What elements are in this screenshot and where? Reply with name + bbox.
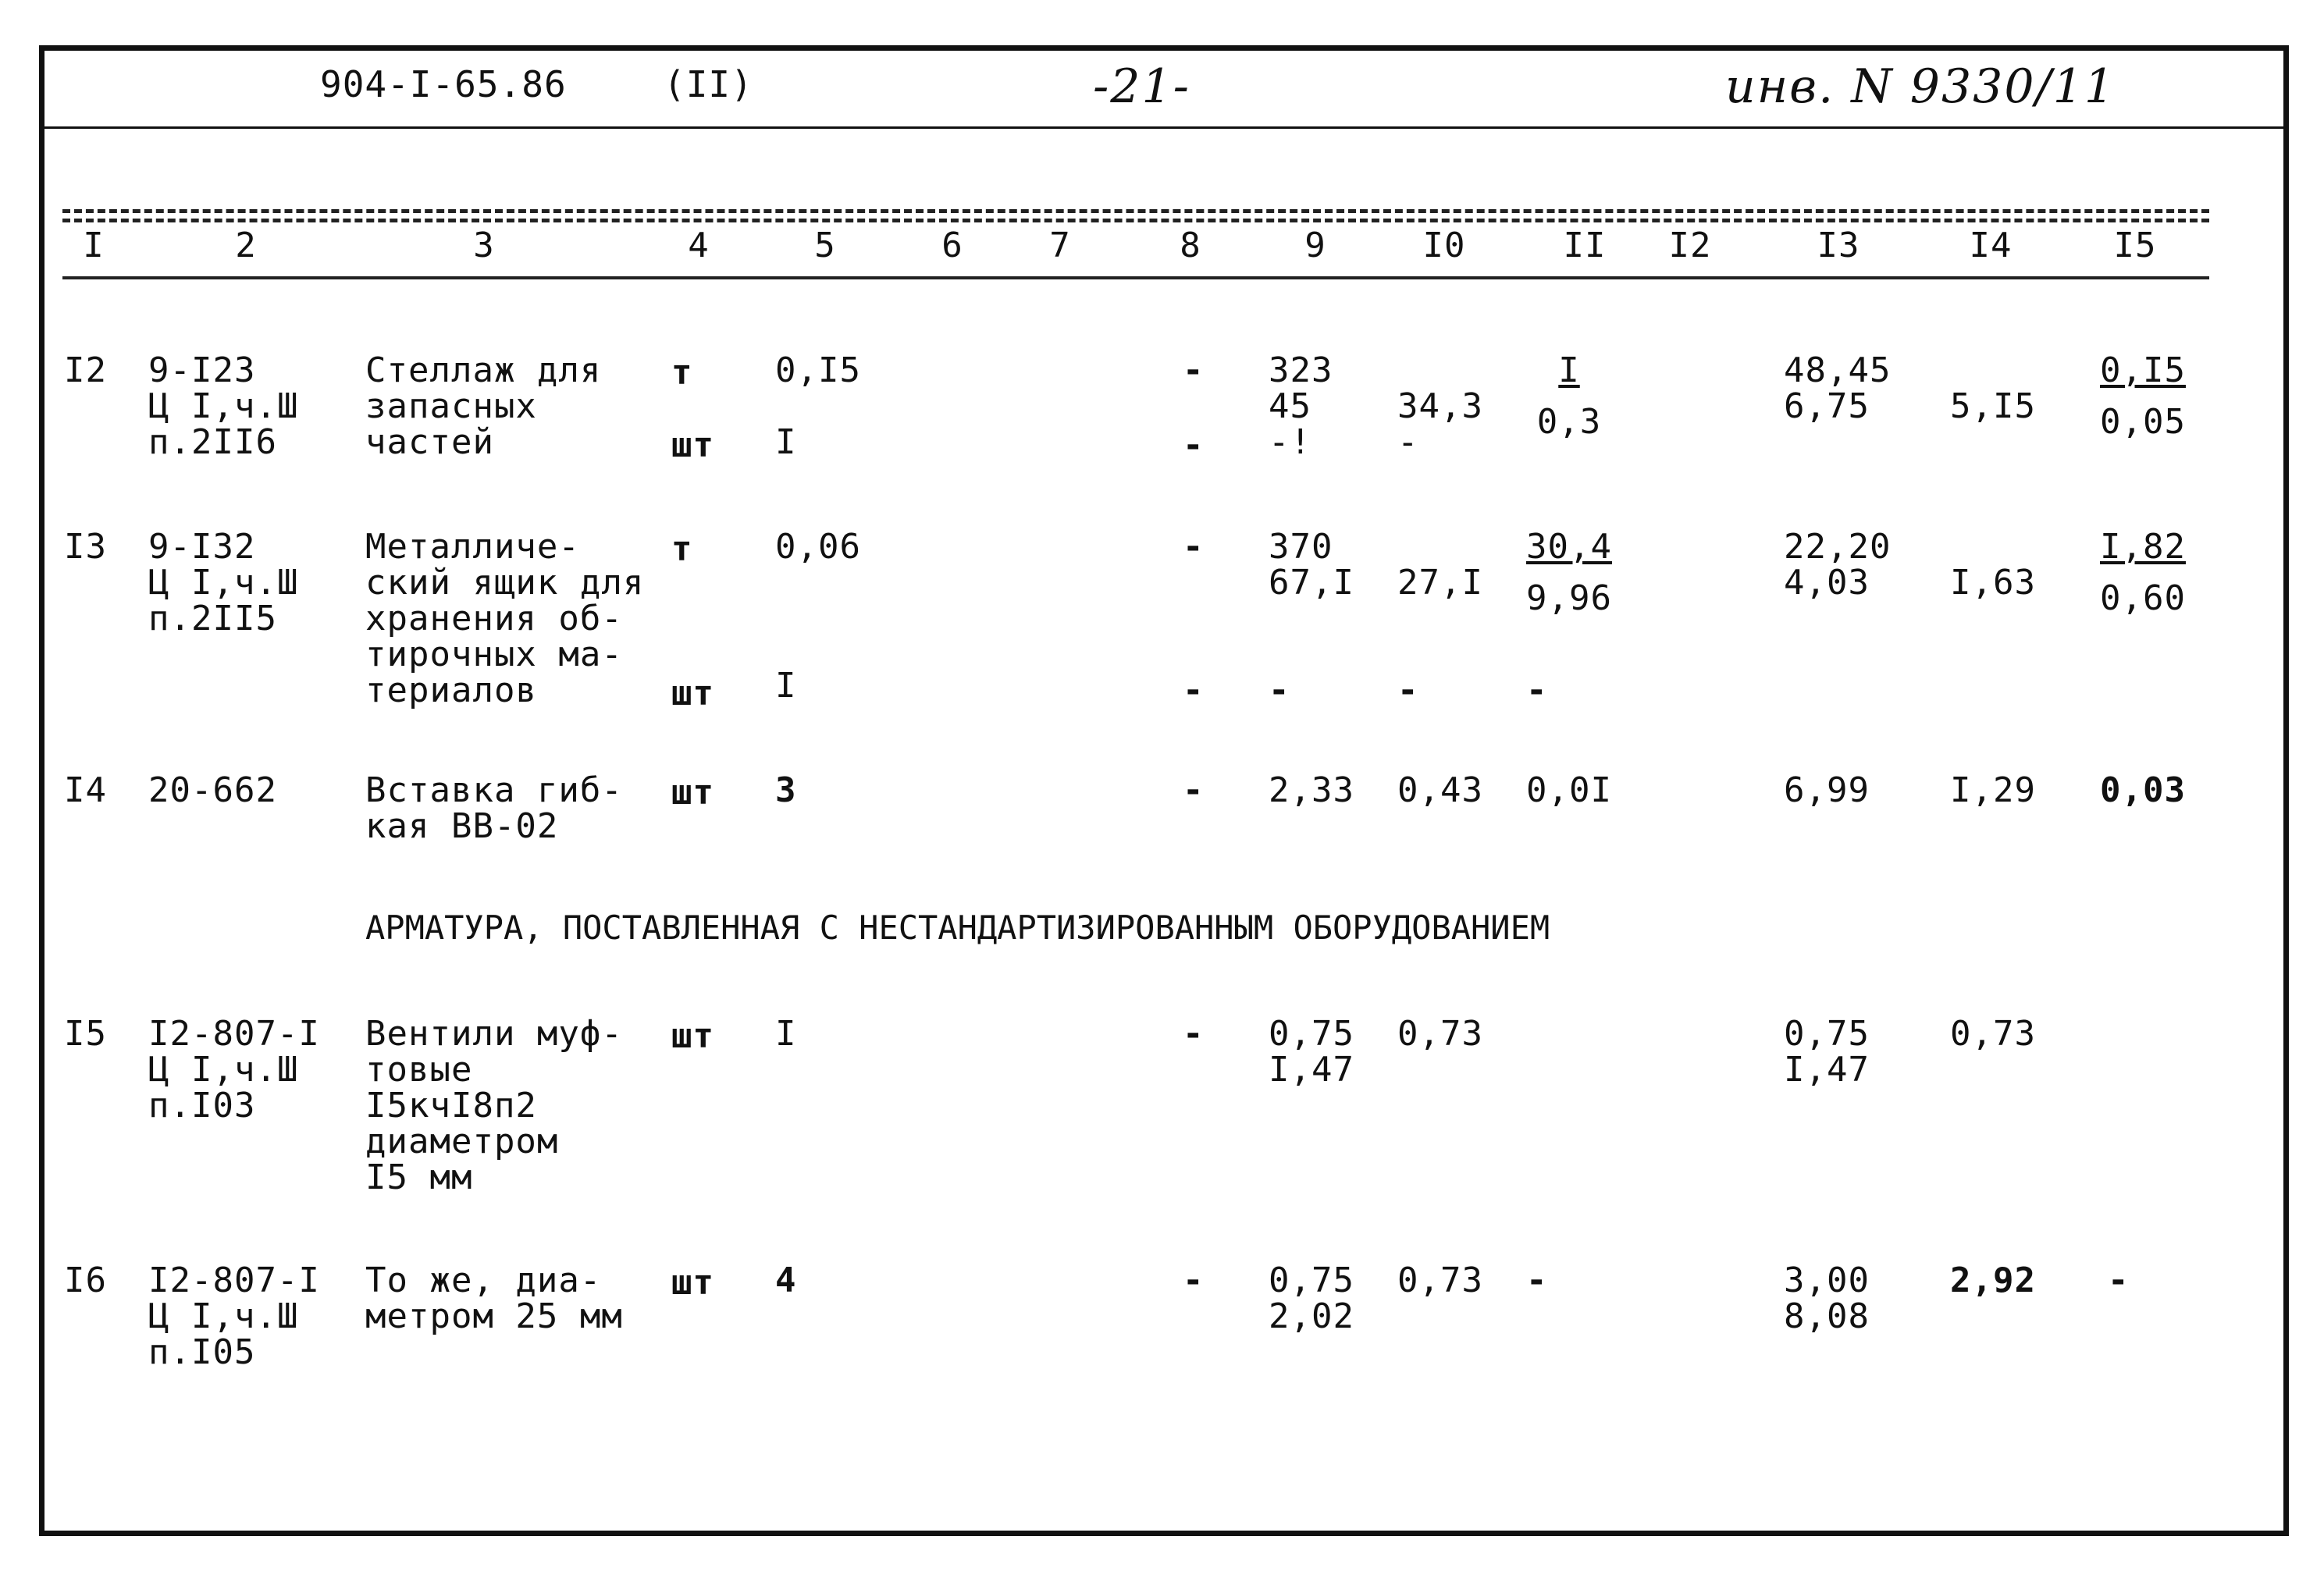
col8-value: - [1183, 350, 1205, 390]
header-divider [39, 126, 2289, 129]
unit: т [671, 353, 693, 393]
quantity: 3 [775, 770, 797, 810]
col8-value: - [1183, 1014, 1205, 1054]
col-header-11: II [1563, 226, 1607, 265]
unit: шт [671, 425, 714, 465]
name-line: териалов [365, 670, 537, 710]
unit: шт [671, 674, 714, 713]
code-line: Ц I,ч.Ш [148, 563, 299, 603]
col-header-5: 5 [814, 226, 836, 265]
col14-value: I,29 [1950, 770, 2036, 810]
col10-value: 0,73 [1397, 1261, 1483, 1300]
col9-value: 2,02 [1269, 1296, 1354, 1336]
col10-value: - [1397, 422, 1419, 462]
col9-value: 323 [1269, 350, 1333, 390]
column-header-bottom-rule [62, 276, 2209, 279]
code-line: 9-I23 [148, 350, 256, 390]
name-line: То же, диа- [365, 1261, 602, 1300]
name-line: ский ящик для [365, 563, 645, 603]
col15-value: - [2108, 1261, 2130, 1300]
col15-numerator: 0,I5 [2100, 350, 2186, 390]
unit: шт [671, 1016, 714, 1056]
name-line: хранения об- [365, 599, 623, 638]
name-line: диаметром [365, 1122, 559, 1161]
section-heading: АРМАТУРА, ПОСТАВЛЕННАЯ С НЕСТАНДАРТИЗИРОВАННЫМ ОБОРУДОВАНИЕМ [365, 909, 1550, 947]
col-header-6: 6 [941, 226, 963, 265]
name-line: товые [365, 1050, 473, 1090]
col-header-14: I4 [1969, 226, 2013, 265]
col-header-15: I5 [2113, 226, 2157, 265]
col13-value: 22,20 [1784, 527, 1892, 567]
col13-value: 4,03 [1784, 563, 1870, 603]
quantity: I [775, 666, 797, 706]
col11-denominator: 9,96 [1526, 578, 1612, 618]
quantity: 4 [775, 1261, 797, 1300]
col11-numerator: 30,4 [1526, 527, 1612, 567]
col14-value: 0,73 [1950, 1014, 2036, 1054]
row-number: I2 [64, 350, 107, 390]
col13-value: 6,99 [1784, 770, 1870, 810]
code-line: 9-I32 [148, 527, 256, 567]
inventory-number: инв. N 9330/11 [1725, 59, 2116, 114]
part-number: (II) [664, 63, 753, 105]
col11-numerator: I [1558, 350, 1580, 390]
col10-value: 34,3 [1397, 386, 1483, 426]
col15-denominator: 0,60 [2100, 578, 2186, 618]
code-line: п.I05 [148, 1332, 256, 1372]
col-header-12: I2 [1668, 226, 1712, 265]
name-line: Стеллаж для [365, 350, 602, 390]
col11-value: - [1526, 1261, 1548, 1300]
col-header-3: 3 [473, 226, 495, 265]
col11-value: 0,0I [1526, 770, 1612, 810]
row-number: I5 [64, 1014, 107, 1054]
col9-value: 45 [1269, 386, 1311, 426]
col14-value: 2,92 [1950, 1261, 2036, 1300]
row-number: I4 [64, 770, 107, 810]
code-line: Ц I,ч.Ш [148, 1050, 299, 1090]
col15-denominator: 0,05 [2100, 402, 2186, 442]
col15-value: 0,03 [2100, 770, 2186, 810]
row-number: I3 [64, 527, 107, 567]
code-line: Ц I,ч.Ш [148, 1296, 299, 1336]
unit: шт [671, 773, 714, 813]
col-header-10: I0 [1422, 226, 1466, 265]
name-line: Металличе- [365, 527, 580, 567]
col-header-7: 7 [1049, 226, 1071, 265]
col14-value: 5,I5 [1950, 386, 2036, 426]
code-line: I2-807-I [148, 1261, 320, 1300]
name-line: Вентили муф- [365, 1014, 623, 1054]
name-line: метром 25 мм [365, 1296, 623, 1336]
code-line: 20-662 [148, 770, 277, 810]
col13-value: I,47 [1784, 1050, 1870, 1090]
name-line: Вставка гиб- [365, 770, 623, 810]
col11-denominator: 0,3 [1536, 402, 1602, 442]
col9-value: - [1269, 670, 1290, 710]
col9-value: 370 [1269, 527, 1333, 567]
col8-value: - [1183, 527, 1205, 567]
quantity: 0,I5 [775, 350, 861, 390]
col10-value: 27,I [1397, 563, 1483, 603]
col11-value: - [1526, 670, 1548, 710]
doc-code: 904-I-65.86 [320, 63, 567, 105]
quantity: I [775, 422, 797, 462]
col-header-2: 2 [235, 226, 257, 265]
col13-value: 48,45 [1784, 350, 1892, 390]
code-line: п.I03 [148, 1086, 256, 1125]
col13-value: 6,75 [1784, 386, 1870, 426]
col13-value: 8,08 [1784, 1296, 1870, 1336]
name-line: тирочных ма- [365, 635, 623, 674]
name-line: запасных [365, 386, 537, 426]
page-number: -21- [1093, 59, 1190, 114]
code-line: п.2II6 [148, 422, 277, 462]
col10-value: - [1397, 670, 1419, 710]
name-line: частей [365, 422, 494, 462]
unit: шт [671, 1263, 714, 1303]
col9-value: 0,75 [1269, 1014, 1354, 1054]
name-line: I5 мм [365, 1157, 473, 1197]
col-header-1: I [83, 226, 105, 265]
col8-value: - [1183, 770, 1205, 810]
col9-value: 67,I [1269, 563, 1354, 603]
col15-numerator: I,82 [2100, 527, 2186, 567]
col-header-4: 4 [688, 226, 710, 265]
name-line: I5кчI8п2 [365, 1086, 537, 1125]
col9-value: I,47 [1269, 1050, 1354, 1090]
quantity: I [775, 1014, 797, 1054]
col-header-13: I3 [1817, 226, 1860, 265]
row-number: I6 [64, 1261, 107, 1300]
col-header-8: 8 [1180, 226, 1201, 265]
col10-value: 0,73 [1397, 1014, 1483, 1054]
code-line: Ц I,ч.Ш [148, 386, 299, 426]
col13-value: 3,00 [1784, 1261, 1870, 1300]
name-line: кая ВВ-02 [365, 806, 559, 846]
quantity: 0,06 [775, 527, 861, 567]
code-line: I2-807-I [148, 1014, 320, 1054]
col10-value: 0,43 [1397, 770, 1483, 810]
column-header-top-rule [62, 209, 2209, 213]
col-header-9: 9 [1304, 226, 1326, 265]
col9-value: 2,33 [1269, 770, 1354, 810]
unit: т [671, 529, 693, 569]
col9-value: 0,75 [1269, 1261, 1354, 1300]
col8-value: - [1183, 670, 1205, 710]
column-header-top-rule-2 [62, 219, 2209, 222]
col8-value: - [1183, 1261, 1205, 1300]
col13-value: 0,75 [1784, 1014, 1870, 1054]
col14-value: I,63 [1950, 563, 2036, 603]
col9-value: -! [1269, 422, 1311, 462]
col8-value: - [1183, 425, 1205, 465]
code-line: п.2II5 [148, 599, 277, 638]
